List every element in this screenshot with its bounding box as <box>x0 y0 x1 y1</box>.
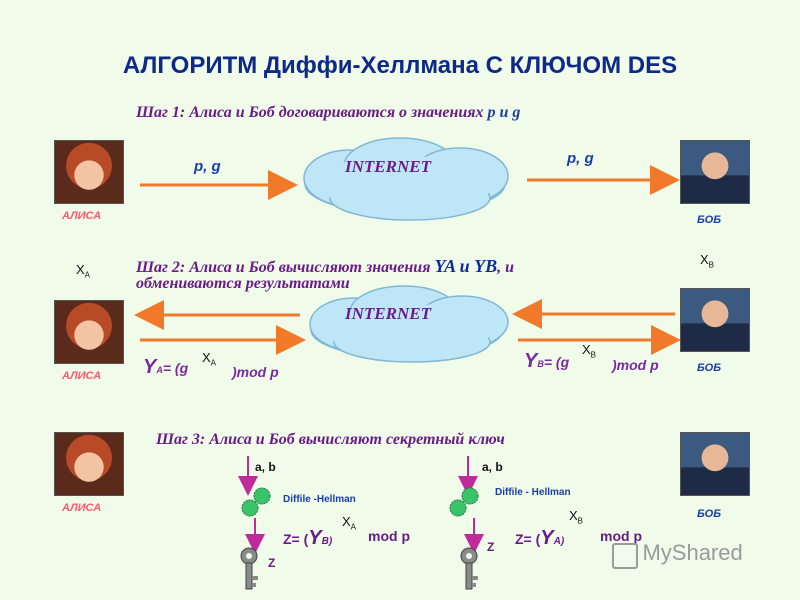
left-zy: Y <box>308 527 322 549</box>
right-dh: Diffile - Hellman <box>495 487 571 498</box>
bob-xb-sub: B <box>708 260 715 270</box>
step2-line1-tail: , и <box>497 259 515 276</box>
formula-a-exp <box>202 350 216 368</box>
formula-b-xsub: B <box>590 350 597 360</box>
step1-right-pg: p, g <box>567 150 594 167</box>
formula-a-tail: )mod p <box>232 364 279 380</box>
left-zx: X <box>342 514 351 529</box>
bob-photo-2 <box>680 288 750 352</box>
step3-text: Шаг 3: Алиса и Боб вычисляют секретный ключ <box>156 431 505 448</box>
alice-xa-x: X <box>76 262 85 277</box>
right-ab: a, b <box>482 460 503 474</box>
right-zysub: A) <box>553 536 565 547</box>
alice-xa <box>76 262 90 280</box>
right-zy: Y <box>540 527 554 549</box>
alice-photo-3 <box>54 432 124 496</box>
formula-b <box>524 350 569 373</box>
formula-b-exp <box>582 342 596 360</box>
bob-xb-x: X <box>700 252 709 267</box>
step1-label: Шаг 1: Алиса и Боб договариваются о значениях <box>136 104 484 121</box>
internet-cloud-2 <box>296 282 518 366</box>
watermark-icon <box>612 543 638 569</box>
left-zformula <box>283 527 332 550</box>
key-icon-2 <box>456 546 482 592</box>
internet-label-1: INTERNET <box>345 157 431 176</box>
alice-name: АЛИСА <box>62 210 102 222</box>
step2-line1 <box>136 256 514 277</box>
right-mod: mod p <box>600 528 642 544</box>
formula-b-eq: = (g <box>543 354 570 370</box>
formula-b-x: X <box>582 342 591 357</box>
right-zxsub: B <box>577 516 584 526</box>
left-mod: mod p <box>368 528 410 544</box>
right-zeq: Z= ( <box>515 531 541 547</box>
internet-label-2: INTERNET <box>345 304 431 323</box>
step2-line2: обмениваются результатами <box>136 275 350 292</box>
left-ab: a, b <box>255 460 276 474</box>
left-zxsub: A <box>350 522 357 532</box>
alice-name-3: АЛИСА <box>62 502 102 514</box>
formula-a-eq: = (g <box>162 360 189 376</box>
left-z: Z <box>268 556 276 570</box>
formula-a-x: X <box>202 350 211 365</box>
alice-name-2: АЛИСА <box>62 370 102 382</box>
bob-name-2: БОБ <box>697 362 721 374</box>
formula-b-y: Y <box>524 350 538 372</box>
formula-a <box>143 356 188 379</box>
left-zeq: Z= ( <box>283 531 309 547</box>
bob-photo-3 <box>680 432 750 496</box>
gear-icon <box>238 484 278 520</box>
watermark-logo <box>612 540 743 569</box>
step2-line1-text: Шаг 2: Алиса и Боб вычисляют значения <box>136 259 431 276</box>
watermark-text: MyShared <box>642 540 743 565</box>
right-zx: X <box>569 508 578 523</box>
left-zysub: B) <box>321 536 333 547</box>
page-title: АЛГОРИТМ Диффи-Хеллмана С КЛЮЧОМ DES <box>122 52 678 79</box>
bob-name-3: БОБ <box>697 508 721 520</box>
alice-photo-2 <box>54 300 124 364</box>
step2-vars: YA и YB <box>434 256 498 276</box>
formula-b-tail: )mod p <box>612 357 659 373</box>
step1-vars: p и g <box>487 104 521 121</box>
left-zexp <box>342 514 356 532</box>
alice-xa-sub: A <box>84 270 91 280</box>
formula-a-y: Y <box>143 356 157 378</box>
formula-a-ysub: A <box>156 365 163 375</box>
bob-name: БОБ <box>697 214 721 226</box>
formula-a-xsub: A <box>210 358 217 368</box>
right-zformula <box>515 527 564 550</box>
right-z: Z <box>487 540 495 554</box>
bob-xb <box>700 252 714 270</box>
gear-icon-2 <box>446 484 486 520</box>
step1-left-pg: p, g <box>194 158 221 175</box>
left-dh: Diffile -Hellman <box>283 494 356 505</box>
right-zexp <box>569 508 583 526</box>
formula-b-ysub: B <box>537 359 544 369</box>
key-icon <box>236 546 262 592</box>
